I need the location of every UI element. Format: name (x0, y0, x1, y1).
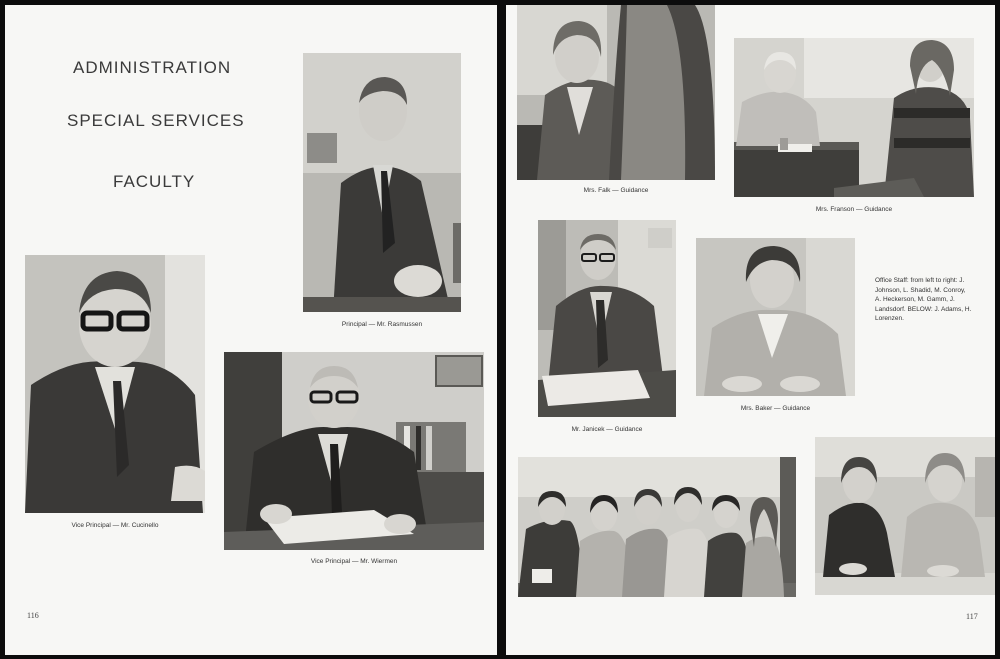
caption-vice-principal-cucinello: Vice Principal — Mr. Cucinello (71, 522, 159, 529)
photo-principal-rasmussen (303, 53, 461, 312)
caption-principal: Principal — Mr. Rasmussen (341, 321, 423, 328)
photo-mrs-falk (517, 5, 715, 180)
heading-special-services: SPECIAL SERVICES (67, 111, 245, 130)
yearbook-page-right (506, 5, 995, 655)
photo-mrs-baker (696, 238, 855, 396)
heading-administration: ADMINISTRATION (73, 58, 232, 77)
office-staff-note: Office Staff: from left to right: J. Johnson, L. Shadid, M. Conroy, A. Heckerson, M. Gamm, J. Landsdorf. BELOW: J. Adams, H. Lorenzen. (875, 277, 972, 322)
photo-mrs-franson (734, 38, 974, 197)
page-number-right: 117 (966, 612, 978, 621)
page-number-left: 116 (27, 611, 39, 620)
yearbook-page-left (5, 5, 497, 655)
photo-vice-principal-cucinello (25, 255, 205, 513)
caption-vice-principal-wiermen: Vice Principal — Mr. Wiermen (310, 558, 398, 565)
photo-office-staff-group (518, 457, 796, 597)
photo-office-staff-pair (815, 437, 995, 595)
heading-faculty: FACULTY (113, 172, 196, 191)
caption-mr-janicek: Mr. Janicek — Guidance (571, 426, 643, 433)
caption-mrs-baker: Mrs. Baker — Guidance (740, 405, 811, 412)
photo-vice-principal-wiermen (224, 352, 484, 550)
caption-mrs-franson: Mrs. Franson — Guidance (815, 206, 893, 213)
caption-mrs-falk: Mrs. Falk — Guidance (583, 187, 649, 194)
photo-mr-janicek (538, 220, 676, 417)
